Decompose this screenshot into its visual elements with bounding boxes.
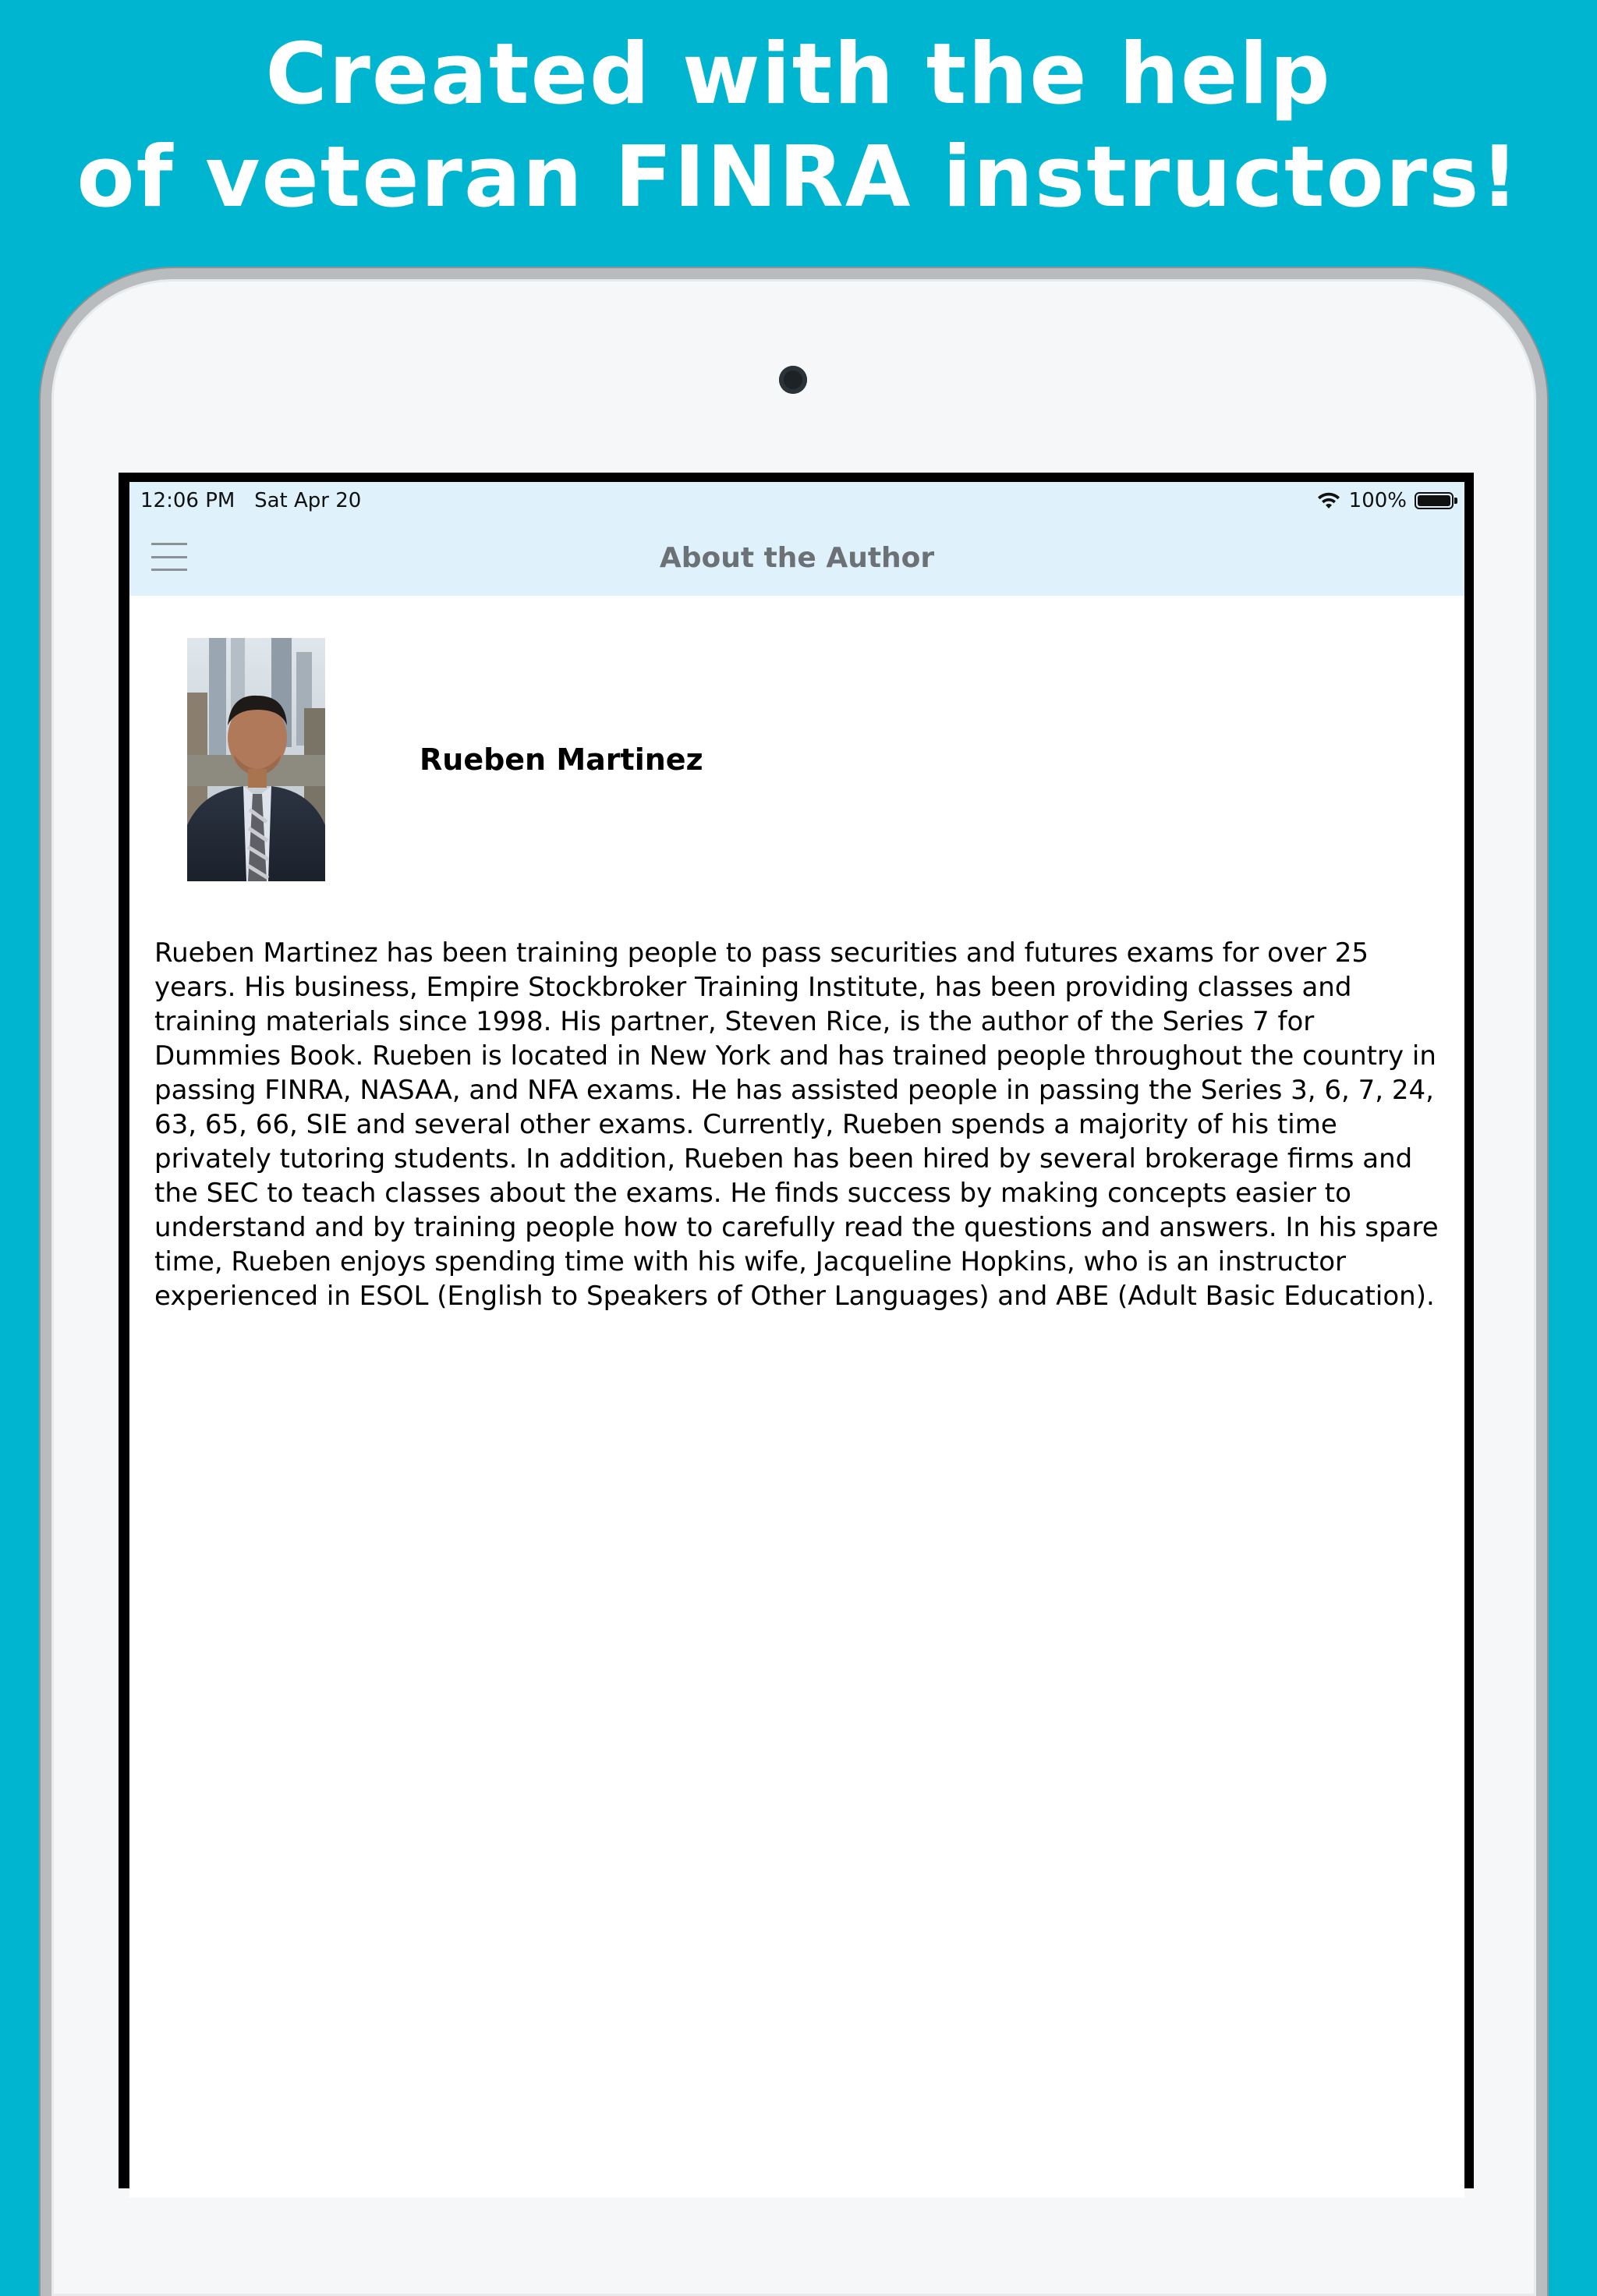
status-indicators [1316,489,1454,512]
camera-icon [779,366,807,394]
status-bar [129,482,1464,521]
status-time-date [140,489,361,512]
promo-headline [0,23,1597,229]
author-bio: Rueben Martinez has been training people to pass securities and futures exams for over 25 years. His business, Empire Stockbroker Training Institute, has been providing classes and training materials since 1998. His partner, Steven Rice, is the author of the Series 7 for Dummies Book. Rueben is located in New York and has trained people throughout the country in passing FINRA, NASAA, and NFA exams. He has assisted people in passing the Series 3, 6, 7, 24, 63, 65, 66, SIE and several other exams. Currently, Rueben spends a majority of his time privately tutoring students. In addition, Rueben has been hired by several brokerage firms and the SEC to teach classes about the exams. He finds success by making concepts easier to understand and by training people how to carefully read the questions and answers. In his spare time, Rueben enjoys spending time with his wife, Jacqueline Hopkins, who is an instructor experienced in ESOL (English to Speakers of Other Languages) and ABE (Adult Basic Education). [154,937,1439,1312]
promo-headline-line-1: Created with the help [265,26,1332,123]
battery-icon [1415,492,1454,509]
author-portrait-image [187,638,325,881]
wifi-icon [1316,491,1341,510]
hamburger-menu-icon[interactable] [151,543,187,571]
status-time: 12:06 PM [140,489,235,512]
battery-percent: 100% [1348,489,1407,512]
nav-bar [129,521,1464,596]
author-photo [187,638,325,881]
promo-headline-line-2: of veteran FINRA instructors! [76,129,1521,226]
app-screen [129,482,1464,2198]
author-name: Rueben Martinez [420,742,703,777]
page-title: About the Author [659,542,935,574]
status-date: Sat Apr 20 [254,489,362,512]
